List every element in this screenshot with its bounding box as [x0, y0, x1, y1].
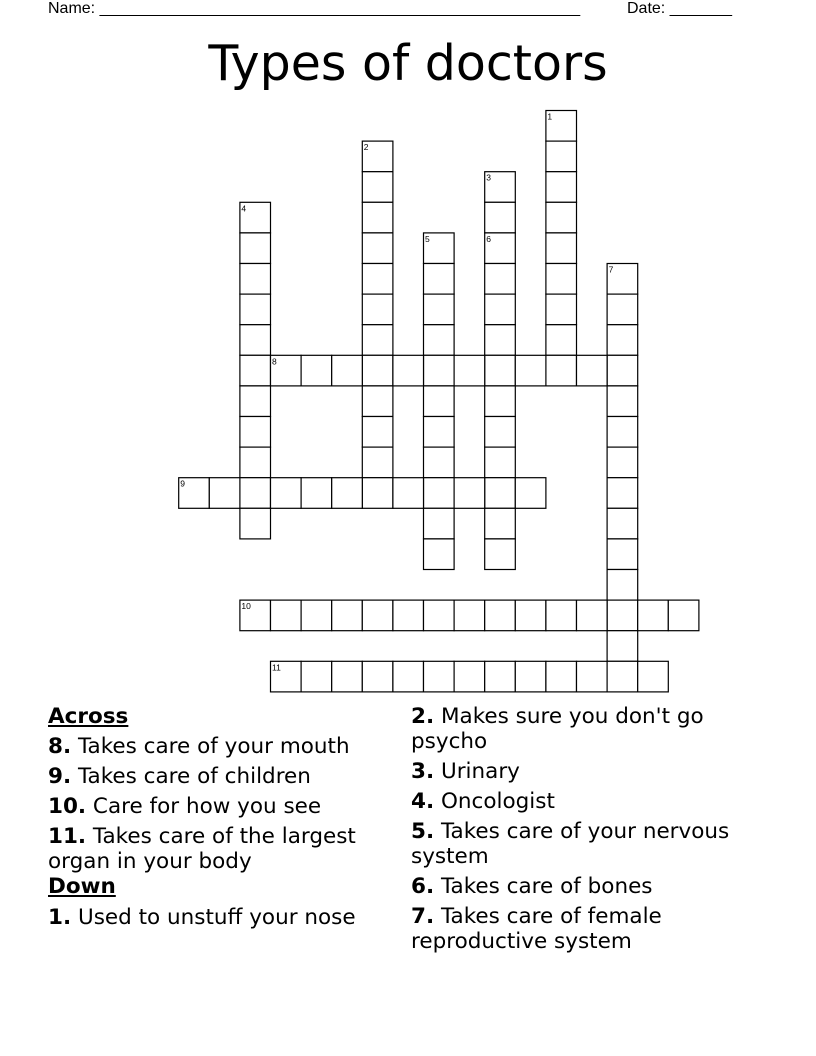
grid-cell[interactable] [607, 539, 638, 570]
grid-cell[interactable] [485, 325, 516, 356]
grid-cell[interactable] [209, 478, 240, 509]
grid-cell[interactable] [607, 478, 638, 509]
grid-cell[interactable] [240, 202, 271, 233]
clue-number: 6. [411, 874, 435, 899]
grid-cell[interactable] [393, 661, 424, 692]
clue-down-3 [411, 759, 741, 784]
grid-cell[interactable] [607, 264, 638, 295]
grid-cell[interactable] [454, 600, 485, 631]
clue-number-label: 8 [272, 356, 277, 367]
clue-number-label: 2 [363, 142, 369, 153]
grid-cell[interactable] [240, 325, 271, 356]
grid-cell[interactable] [577, 355, 608, 386]
clue-number: 9. [48, 764, 72, 789]
grid-cell[interactable] [424, 294, 455, 325]
grid-cell[interactable] [301, 478, 332, 509]
name-field[interactable]: Name: ______________________________________________________ [48, 0, 581, 17]
grid-cell[interactable] [607, 631, 638, 662]
clue-down-7 [411, 904, 741, 954]
clue-number: 1. [48, 905, 72, 930]
grid-cell[interactable] [240, 294, 271, 325]
across-heading: Across [48, 704, 129, 729]
clue-down-5 [411, 819, 741, 869]
grid-cell[interactable] [332, 355, 363, 386]
grid-cell[interactable] [485, 264, 516, 295]
grid-cell[interactable] [240, 264, 271, 295]
clues-right-column [411, 704, 741, 959]
clue-down-1 [48, 905, 393, 930]
clue-number-label: 7 [608, 264, 614, 275]
clue-number-label: 11 [272, 662, 281, 673]
grid-cell[interactable] [485, 539, 516, 570]
grid-cell[interactable] [332, 600, 363, 631]
clue-number-label: 9 [180, 478, 185, 489]
grid-cell[interactable] [424, 386, 455, 417]
grid-cell[interactable] [607, 600, 638, 631]
grid-cell[interactable] [485, 355, 516, 386]
grid-cell[interactable] [424, 478, 455, 509]
grid-cell[interactable] [362, 661, 393, 692]
grid-cell[interactable] [485, 172, 516, 203]
grid-cell[interactable] [301, 661, 332, 692]
clue-number-label: 5 [425, 233, 430, 244]
page-title: Types of doctors [208, 35, 608, 92]
clue-number-label: 4 [241, 203, 247, 214]
clue-number-label: 10 [241, 601, 251, 612]
grid-cell[interactable] [546, 294, 577, 325]
grid-cell[interactable] [577, 661, 608, 692]
clue-number: 11. [48, 824, 87, 849]
grid-cell[interactable] [546, 141, 577, 172]
grid-cell[interactable] [271, 600, 302, 631]
grid-cell[interactable] [424, 355, 455, 386]
grid-cell[interactable] [301, 600, 332, 631]
grid-cell[interactable] [301, 355, 332, 386]
clue-text: Oncologist [434, 789, 555, 814]
clue-down-6 [411, 874, 741, 899]
grid-cell[interactable] [607, 325, 638, 356]
grid-cell[interactable] [546, 600, 577, 631]
grid-cell[interactable] [240, 417, 271, 448]
grid-cell[interactable] [485, 478, 516, 509]
clue-number: 5. [411, 819, 435, 844]
clue-across-9 [48, 764, 393, 789]
clue-text: Takes care of children [71, 764, 311, 789]
clue-across-10 [48, 794, 393, 819]
clue-text: Takes care of the largest organ in your body [48, 824, 356, 874]
grid-cell[interactable] [668, 600, 699, 631]
clue-text: Takes care of bones [434, 874, 653, 899]
grid-cell[interactable] [240, 447, 271, 478]
grid-cell[interactable] [485, 600, 516, 631]
grid-cell[interactable] [332, 661, 363, 692]
grid-cell[interactable] [362, 417, 393, 448]
grid-cell[interactable] [240, 233, 271, 264]
clue-down-2 [411, 704, 741, 754]
grid-cell[interactable] [424, 264, 455, 295]
grid-cell[interactable] [607, 661, 638, 692]
grid-cell[interactable] [546, 325, 577, 356]
grid-cell[interactable] [424, 600, 455, 631]
grid-cell[interactable] [362, 294, 393, 325]
grid-cell[interactable] [638, 661, 669, 692]
clue-text: Takes care of your nervous system [411, 819, 730, 869]
grid-cell[interactable] [362, 172, 393, 203]
grid-cell[interactable] [546, 202, 577, 233]
grid-cell[interactable] [485, 386, 516, 417]
grid-cell[interactable] [424, 508, 455, 539]
clue-text: Takes care of female reproductive system [411, 904, 662, 954]
grid-cell[interactable] [424, 233, 455, 264]
grid-cell[interactable] [240, 508, 271, 539]
clue-number: 2. [411, 704, 435, 729]
grid-cell[interactable] [240, 600, 271, 631]
clue-number-label: 3 [486, 172, 491, 183]
clue-number: 8. [48, 734, 72, 759]
grid-cell[interactable] [240, 478, 271, 509]
grid-cell[interactable] [607, 447, 638, 478]
clue-number: 10. [48, 794, 87, 819]
grid-cell[interactable] [485, 661, 516, 692]
grid-cell[interactable] [362, 447, 393, 478]
grid-cell[interactable] [240, 355, 271, 386]
grid-cell[interactable] [546, 233, 577, 264]
grid-cell[interactable] [607, 355, 638, 386]
grid-cell[interactable] [424, 325, 455, 356]
grid-cell[interactable] [546, 172, 577, 203]
grid-cell[interactable] [362, 386, 393, 417]
grid-cell[interactable] [362, 478, 393, 509]
grid-cell[interactable] [362, 264, 393, 295]
grid-cell[interactable] [485, 233, 516, 264]
grid-cell[interactable] [485, 294, 516, 325]
grid-cell[interactable] [515, 478, 546, 509]
grid-cell[interactable] [454, 661, 485, 692]
clue-text: Takes care of your mouth [71, 734, 350, 759]
clue-text: Care for how you see [86, 794, 322, 819]
grid-cell[interactable] [515, 355, 546, 386]
grid-cell[interactable] [607, 570, 638, 601]
grid-cell[interactable] [485, 447, 516, 478]
grid-cell[interactable] [546, 264, 577, 295]
clue-text: Urinary [434, 759, 520, 784]
clue-number-label: 1 [547, 111, 553, 122]
grid-cell[interactable] [424, 661, 455, 692]
grid-cell[interactable] [454, 355, 485, 386]
clue-across-8 [48, 734, 393, 759]
grid-cell[interactable] [485, 202, 516, 233]
grid-cell[interactable] [332, 478, 363, 509]
down-heading: Down [48, 874, 116, 899]
clue-text: Used to unstuff your nose [71, 905, 356, 930]
clue-number: 7. [411, 904, 435, 929]
grid-cell[interactable] [546, 355, 577, 386]
grid-cell[interactable] [240, 386, 271, 417]
grid-cell[interactable] [271, 355, 302, 386]
grid-cell[interactable] [393, 355, 424, 386]
grid-cell[interactable] [485, 508, 516, 539]
grid-cell[interactable] [546, 111, 577, 142]
grid-cell[interactable] [515, 600, 546, 631]
grid-cell[interactable] [179, 478, 210, 509]
grid-cell[interactable] [393, 600, 424, 631]
clue-down-4 [411, 789, 741, 814]
clue-text: Makes sure you don't go psycho [411, 704, 704, 754]
grid-cell[interactable] [271, 478, 302, 509]
grid-cell[interactable] [424, 539, 455, 570]
date-field[interactable]: Date: _______ [627, 0, 732, 17]
grid-cell[interactable] [424, 417, 455, 448]
grid-cell[interactable] [607, 294, 638, 325]
grid-cell[interactable] [362, 141, 393, 172]
grid-cell[interactable] [362, 325, 393, 356]
grid-cell[interactable] [485, 417, 516, 448]
clue-across-11 [48, 824, 393, 874]
grid-cell[interactable] [577, 600, 608, 631]
grid-cell[interactable] [393, 478, 424, 509]
clue-number: 3. [411, 759, 435, 784]
grid-cell[interactable] [424, 447, 455, 478]
grid-cell[interactable] [362, 355, 393, 386]
grid-cell[interactable] [454, 478, 485, 509]
clue-number-label: 6 [486, 233, 491, 244]
grid-cell[interactable] [515, 661, 546, 692]
grid-cell[interactable] [638, 600, 669, 631]
clue-number: 4. [411, 789, 435, 814]
grid-cell[interactable] [607, 386, 638, 417]
grid-cell[interactable] [362, 233, 393, 264]
grid-cell[interactable] [607, 417, 638, 448]
grid-cell[interactable] [362, 600, 393, 631]
grid-cell[interactable] [271, 661, 302, 692]
grid-cell[interactable] [362, 202, 393, 233]
clues-left-column [48, 704, 393, 935]
grid-cell[interactable] [546, 661, 577, 692]
grid-cell[interactable] [607, 508, 638, 539]
